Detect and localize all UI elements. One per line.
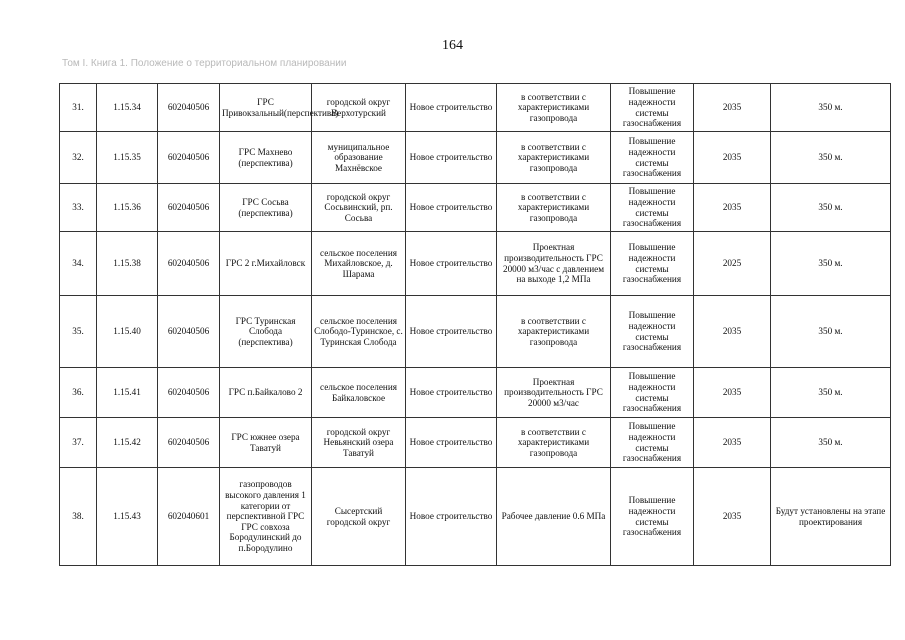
- purpose-cell: Повышение надежности системы газоснабжения: [611, 84, 694, 132]
- object-code-cell: 1.15.42: [97, 418, 158, 468]
- zone-cell: 350 м.: [771, 418, 891, 468]
- row-number-cell: 32.: [60, 132, 97, 184]
- row-number-cell: 37.: [60, 418, 97, 468]
- row-number-cell: 38.: [60, 468, 97, 566]
- year-cell: 2035: [694, 184, 771, 232]
- zone-cell: 350 м.: [771, 296, 891, 368]
- construction-type-cell: Новое строительство: [406, 368, 497, 418]
- row-number-cell: 36.: [60, 368, 97, 418]
- table-row: [60, 296, 891, 368]
- object-id-cell: 602040601: [158, 468, 220, 566]
- running-header: Том I. Книга 1. Положение о территориальном планировании: [62, 58, 347, 69]
- location-cell: муниципальное образование Махнёвское: [312, 132, 406, 184]
- object-code-cell: 1.15.40: [97, 296, 158, 368]
- object-name-cell: газопроводов высокого давления 1 категории от перспективной ГРС ГРС совхоза Бородулинский до п.Бородулино: [220, 468, 312, 566]
- table-row: [60, 84, 891, 132]
- parameters-cell: в соответствии с характеристиками газопровода: [497, 184, 611, 232]
- construction-type-cell: Новое строительство: [406, 184, 497, 232]
- construction-type-cell: Новое строительство: [406, 296, 497, 368]
- construction-type-cell: Новое строительство: [406, 232, 497, 296]
- parameters-cell: в соответствии с характеристиками газопровода: [497, 418, 611, 468]
- object-code-cell: 1.15.41: [97, 368, 158, 418]
- zone-cell: 350 м.: [771, 132, 891, 184]
- row-number-cell: 35.: [60, 296, 97, 368]
- object-id-cell: 602040506: [158, 418, 220, 468]
- object-code-cell: 1.15.38: [97, 232, 158, 296]
- row-number-cell: 33.: [60, 184, 97, 232]
- year-cell: 2035: [694, 368, 771, 418]
- object-code-cell: 1.15.36: [97, 184, 158, 232]
- year-cell: 2025: [694, 232, 771, 296]
- object-id-cell: 602040506: [158, 368, 220, 418]
- object-id-cell: 602040506: [158, 84, 220, 132]
- purpose-cell: Повышение надежности системы газоснабжения: [611, 132, 694, 184]
- table-row: [60, 468, 891, 566]
- parameters-cell: Проектная производительность ГРС 20000 м3/час с давлением на выходе 1,2 МПа: [497, 232, 611, 296]
- purpose-cell: Повышение надежности системы газоснабжения: [611, 418, 694, 468]
- table-row: [60, 232, 891, 296]
- object-name-cell: ГРС южнее озера Таватуй: [220, 418, 312, 468]
- object-name-cell: ГРС Махнево (перспектива): [220, 132, 312, 184]
- location-cell: городской округ Верхотурский: [312, 84, 406, 132]
- location-cell: Сысертский городской округ: [312, 468, 406, 566]
- objects-table: [59, 83, 891, 566]
- zone-cell: 350 м.: [771, 184, 891, 232]
- zone-cell: 350 м.: [771, 368, 891, 418]
- page-number: 164: [442, 38, 463, 53]
- zone-cell: 350 м.: [771, 232, 891, 296]
- construction-type-cell: Новое строительство: [406, 132, 497, 184]
- table-row: [60, 368, 891, 418]
- row-number-cell: 34.: [60, 232, 97, 296]
- object-name-cell: ГРС Туринская Слобода (перспектива): [220, 296, 312, 368]
- location-cell: городской округ Невьянский озера Таватуй: [312, 418, 406, 468]
- object-name-cell: ГРС Привокзальный(перспектива): [220, 84, 312, 132]
- purpose-cell: Повышение надежности системы газоснабжения: [611, 468, 694, 566]
- object-id-cell: 602040506: [158, 296, 220, 368]
- parameters-cell: в соответствии с характеристиками газопровода: [497, 132, 611, 184]
- object-name-cell: ГРС Сосьва (перспектива): [220, 184, 312, 232]
- location-cell: сельское поселения Слободо-Туринское, с. Туринская Слобода: [312, 296, 406, 368]
- object-id-cell: 602040506: [158, 232, 220, 296]
- construction-type-cell: Новое строительство: [406, 418, 497, 468]
- parameters-cell: Проектная производительность ГРС 20000 м3/час: [497, 368, 611, 418]
- table-row: [60, 184, 891, 232]
- object-name-cell: ГРС п.Байкалово 2: [220, 368, 312, 418]
- location-cell: сельское поселения Михайловское, д. Шарама: [312, 232, 406, 296]
- object-code-cell: 1.15.43: [97, 468, 158, 566]
- location-cell: сельское поселения Байкаловское: [312, 368, 406, 418]
- year-cell: 2035: [694, 468, 771, 566]
- object-code-cell: 1.15.35: [97, 132, 158, 184]
- object-id-cell: 602040506: [158, 132, 220, 184]
- object-id-cell: 602040506: [158, 184, 220, 232]
- year-cell: 2035: [694, 84, 771, 132]
- purpose-cell: Повышение надежности системы газоснабжения: [611, 232, 694, 296]
- zone-cell: 350 м.: [771, 84, 891, 132]
- year-cell: 2035: [694, 418, 771, 468]
- construction-type-cell: Новое строительство: [406, 84, 497, 132]
- object-code-cell: 1.15.34: [97, 84, 158, 132]
- parameters-cell: в соответствии с характеристиками газопровода: [497, 296, 611, 368]
- table-row: [60, 132, 891, 184]
- table-body: [60, 84, 891, 566]
- parameters-cell: Рабочее давление 0.6 МПа: [497, 468, 611, 566]
- zone-cell: Будут установлены на этапе проектирования: [771, 468, 891, 566]
- year-cell: 2035: [694, 296, 771, 368]
- table-row: [60, 418, 891, 468]
- construction-type-cell: Новое строительство: [406, 468, 497, 566]
- year-cell: 2035: [694, 132, 771, 184]
- location-cell: городской округ Сосьвинский, рп. Сосьва: [312, 184, 406, 232]
- purpose-cell: Повышение надежности системы газоснабжения: [611, 368, 694, 418]
- row-number-cell: 31.: [60, 84, 97, 132]
- purpose-cell: Повышение надежности системы газоснабжения: [611, 296, 694, 368]
- purpose-cell: Повышение надежности системы газоснабжения: [611, 184, 694, 232]
- parameters-cell: в соответствии с характеристиками газопровода: [497, 84, 611, 132]
- object-name-cell: ГРС 2 г.Михайловск: [220, 232, 312, 296]
